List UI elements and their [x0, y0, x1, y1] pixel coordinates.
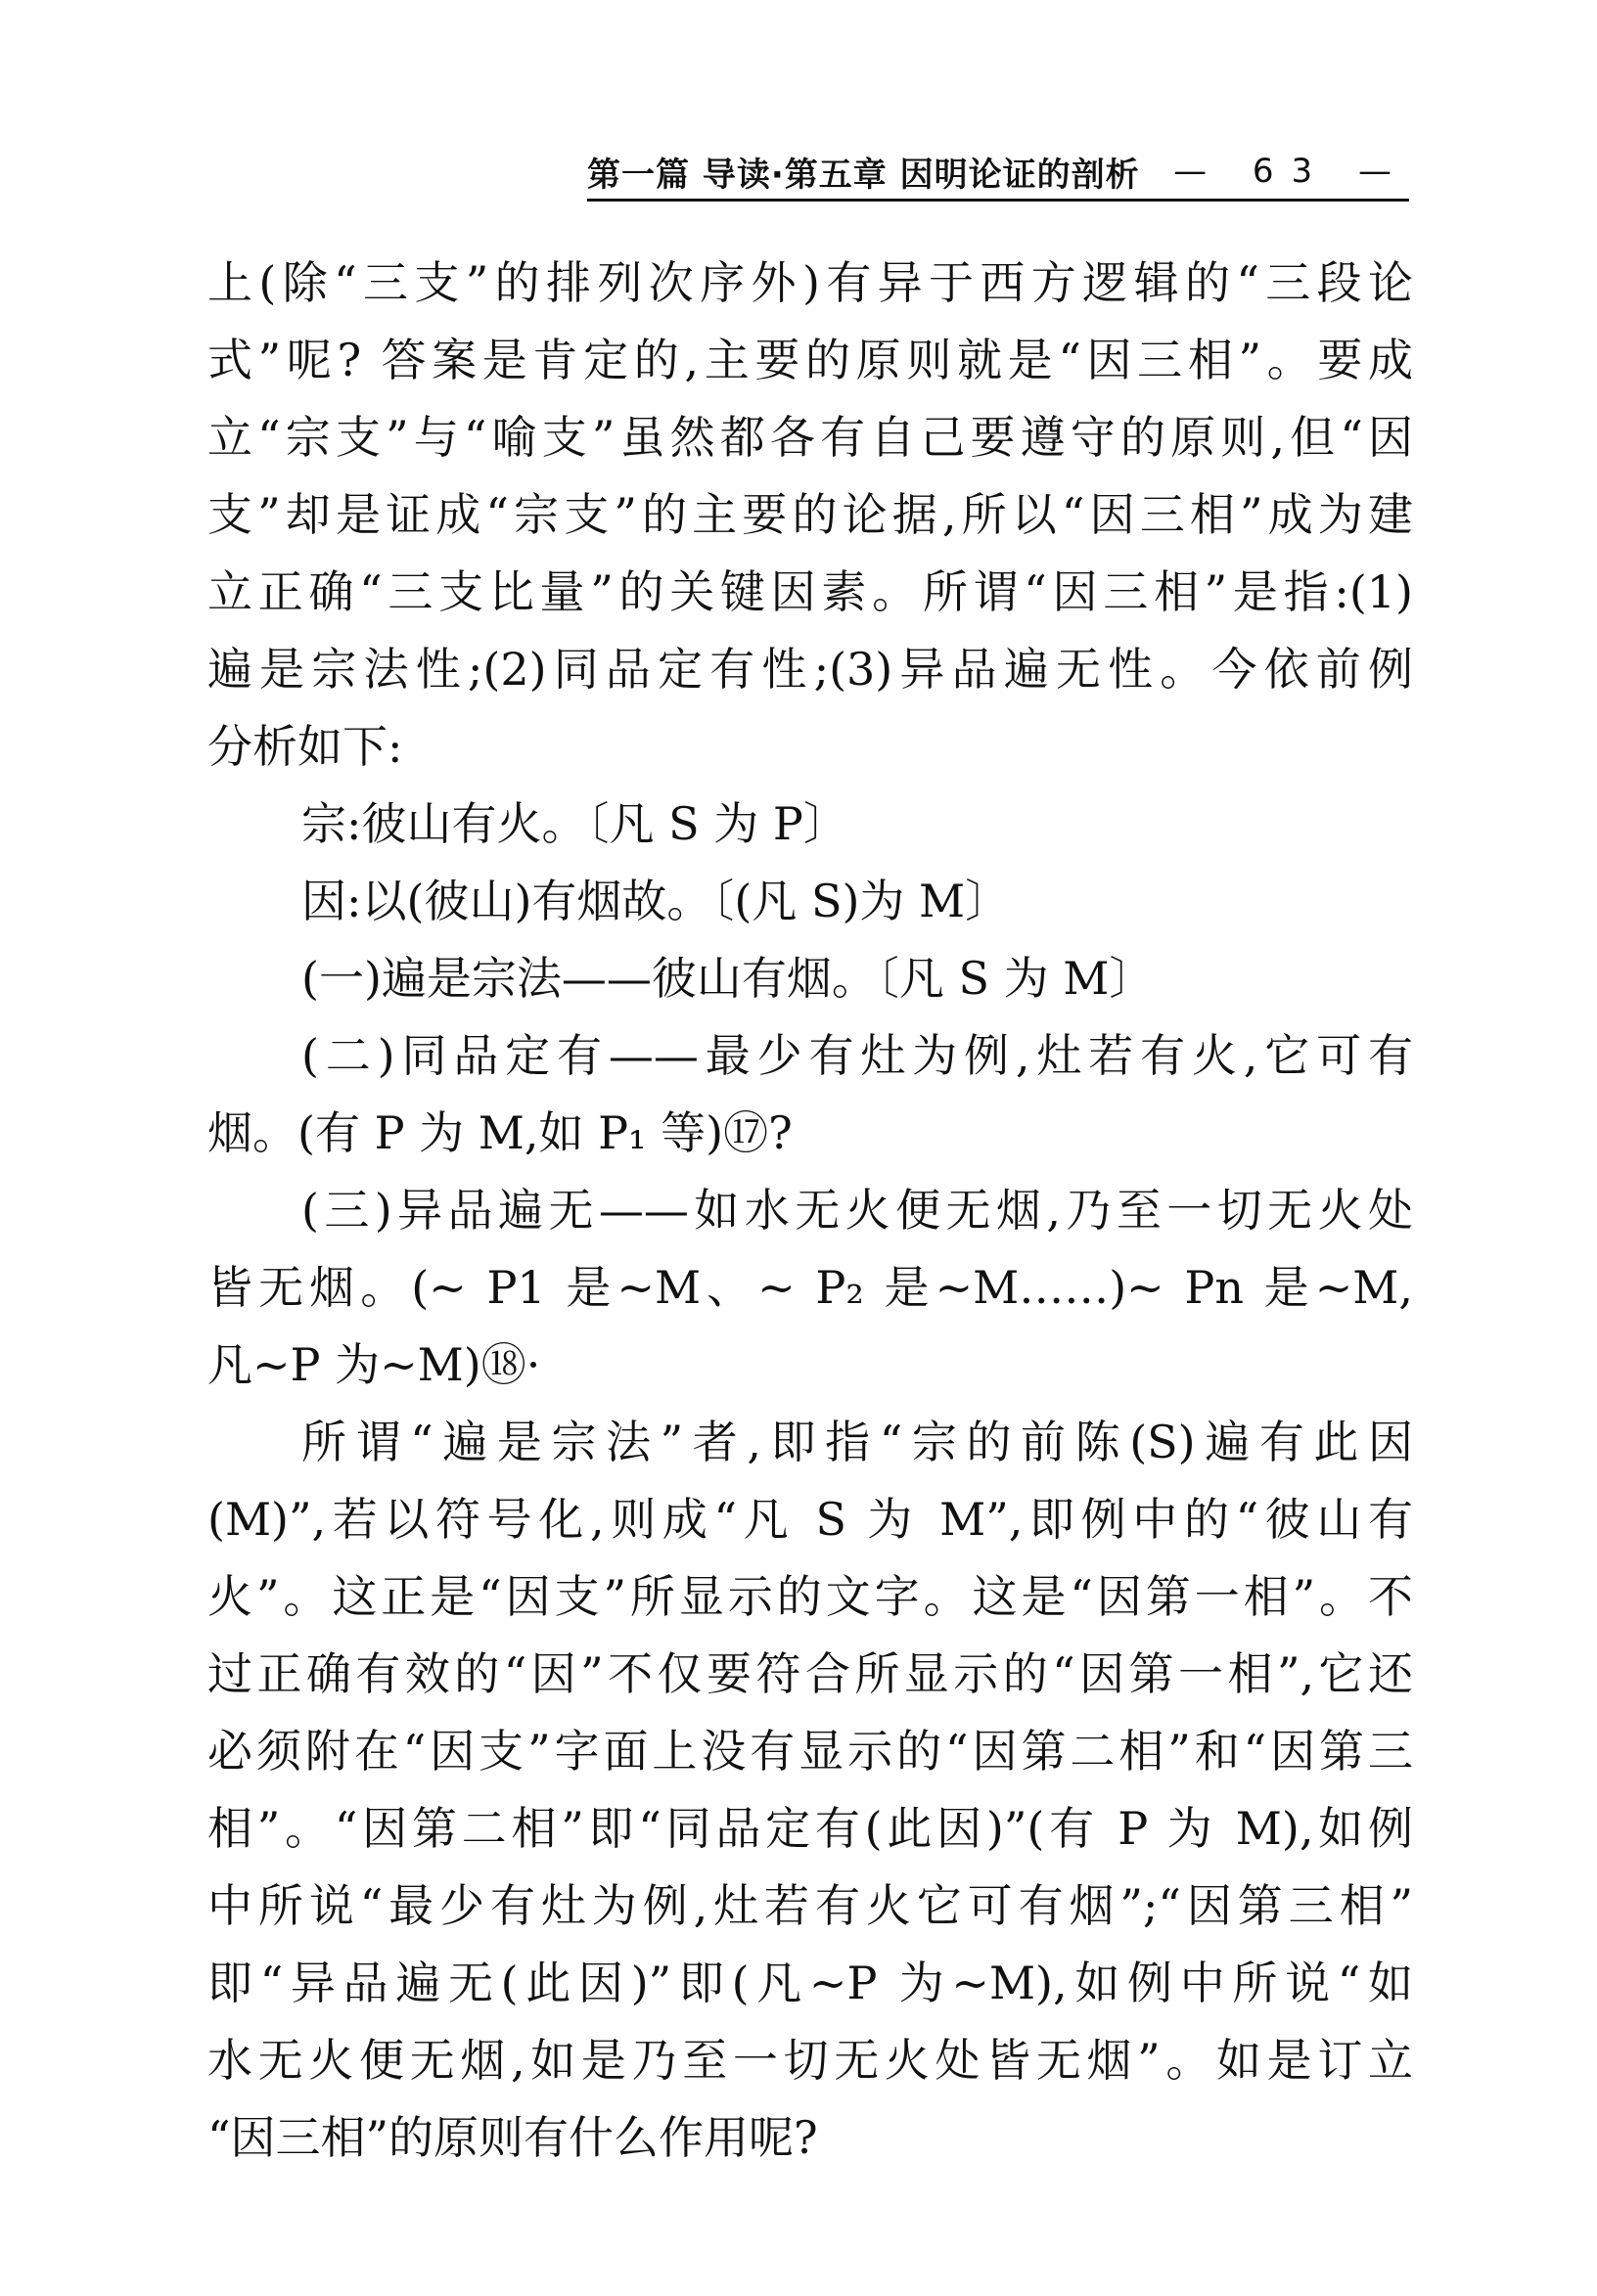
text-line: 因:以(彼山)有烟故。〔(凡 S)为 M〕 — [301, 875, 1011, 927]
text-line: (一)遍是宗法——彼山有烟。〔凡 S 为 M〕 — [301, 952, 1155, 1005]
text-line: 所谓“遍是宗法”者,即指“宗的前陈(S)遍有此因 — [301, 1416, 1413, 1468]
text-line: 立正确“三支比量”的关键因素。所谓“因三相”是指:(1) — [207, 565, 1413, 618]
text-line: “因三相”的原则有什么作用呢? — [207, 2111, 818, 2164]
text-line: 立“宗支”与“喻支”虽然都各有自己要遵守的原则,但“因 — [207, 411, 1413, 464]
text-line: 烟。(有 P 为 M,如 P₁ 等)⑰? — [207, 1106, 793, 1159]
body-text — [207, 245, 1413, 2177]
text-line: 即“异品遍无(此因)”即(凡~P 为~M),如例中所说“如 — [207, 1957, 1413, 2009]
text-line: 支”却是证成“宗支”的主要的论据,所以“因三相”成为建 — [207, 488, 1413, 541]
chapter-title: 第一篇 导读·第五章 因明论证的剖析 — [587, 155, 1140, 195]
text-line: 皆无烟。(~ P1 是~M、~ P₂ 是~M……)~ Pn 是~M, — [207, 1261, 1413, 1314]
text-line: (三)异品遍无——如水无火便无烟,乃至一切无火处 — [301, 1184, 1413, 1237]
text-line: 凡~P 为~M)⑱· — [207, 1338, 541, 1391]
text-line: 分析如下: — [207, 720, 403, 773]
text-line: 火”。这正是“因支”所显示的文字。这是“因第一相”。不 — [207, 1570, 1413, 1623]
text-line: (二)同品定有——最少有灶为例,灶若有火,它可有 — [301, 1029, 1413, 1082]
text-line: 遍是宗法性;(2)同品定有性;(3)异品遍无性。今依前例 — [207, 643, 1413, 696]
text-line: 中所说“最少有灶为例,灶若有火它可有烟”;“因第三相” — [207, 1879, 1413, 1932]
page-number: — 63 — — [1173, 152, 1409, 191]
text-line: (M)”,若以符号化,则成“凡 S 为 M”,即例中的“彼山有 — [207, 1493, 1413, 1546]
text-line: 宗:彼山有火。〔凡 S 为 P〕 — [301, 797, 848, 850]
text-line: 水无火便无烟,如是乃至一切无火处皆无烟”。如是订立 — [207, 2034, 1413, 2087]
text-line: 相”。“因第二相”即“同品定有(此因)”(有 P 为 M),如例 — [207, 1802, 1413, 1855]
running-header — [587, 147, 1409, 196]
text-line: 过正确有效的“因”不仅要符合所显示的“因第一相”,它还 — [207, 1647, 1413, 1700]
text-line: 上(除“三支”的排列次序外)有异于西方逻辑的“三段论 — [207, 256, 1413, 309]
header-rule — [587, 199, 1409, 202]
text-line: 式”呢? 答案是肯定的,主要的原则就是“因三相”。要成 — [207, 334, 1413, 386]
text-line: 必须附在“因支”字面上没有显示的“因第二相”和“因第三 — [207, 1725, 1413, 1778]
